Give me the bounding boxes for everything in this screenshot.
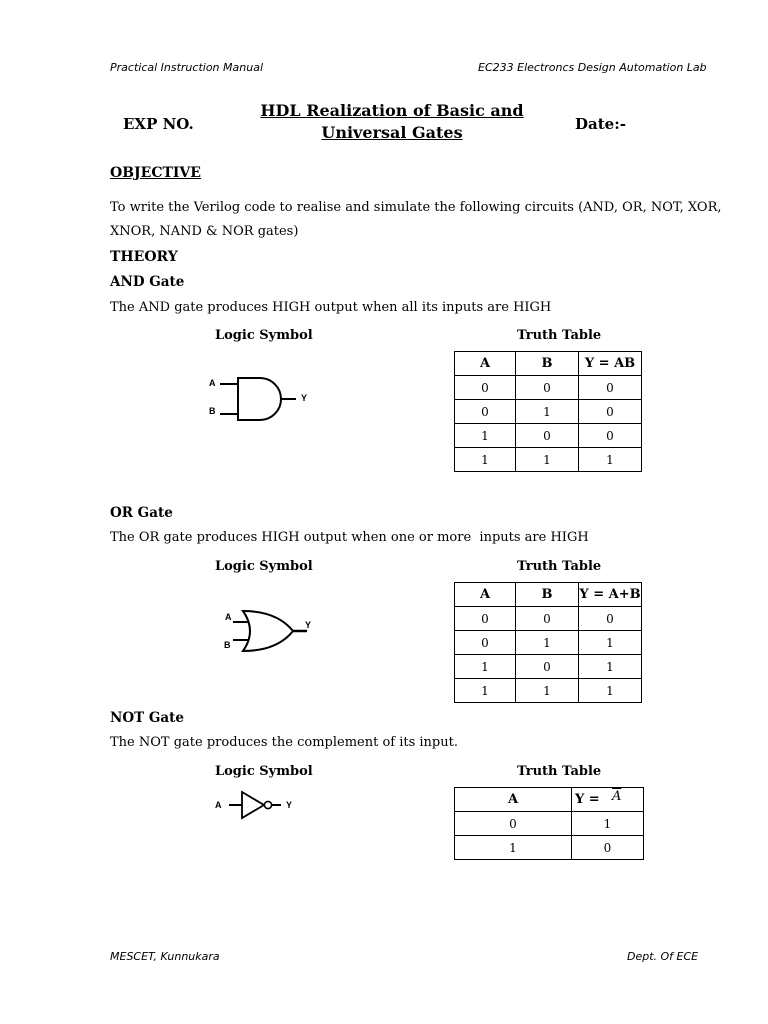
or-gate-description: The OR gate produces HIGH output when one or more inputs are HIGH bbox=[110, 530, 589, 545]
column-header: B bbox=[516, 352, 579, 376]
column-header: Y = A+B bbox=[579, 583, 642, 607]
title-line-2: Universal Gates bbox=[321, 123, 463, 142]
table-row bbox=[455, 655, 642, 679]
footer-left: MESCET, Kunnukara bbox=[110, 950, 220, 963]
and-input-a-label: A bbox=[209, 378, 216, 388]
or-gate-heading: OR Gate bbox=[110, 505, 173, 521]
table-cell: 0 bbox=[572, 836, 644, 860]
table-cell: 0 bbox=[455, 607, 516, 631]
and-output-label: Y bbox=[301, 393, 308, 403]
y-equals-label: Y = bbox=[575, 792, 600, 807]
header-left: Practical Instruction Manual bbox=[110, 61, 263, 74]
table-cell: 1 bbox=[516, 631, 579, 655]
and-truth-table bbox=[454, 351, 642, 472]
column-header: Y = AB bbox=[579, 352, 642, 376]
or-logic-symbol-label: Logic Symbol bbox=[215, 559, 313, 574]
table-cell: 0 bbox=[516, 424, 579, 448]
table-cell: 1 bbox=[572, 812, 644, 836]
date-label: Date:- bbox=[575, 115, 626, 133]
table-cell: 0 bbox=[455, 812, 572, 836]
table-row bbox=[455, 424, 642, 448]
or-truth-table-label: Truth Table bbox=[517, 559, 602, 574]
column-header-y bbox=[572, 788, 644, 812]
title-line-1: HDL Realization of Basic and bbox=[260, 101, 524, 120]
and-truth-table-label: Truth Table bbox=[517, 328, 602, 343]
table-cell: 0 bbox=[579, 607, 642, 631]
table-cell: 1 bbox=[455, 448, 516, 472]
or-input-a-label: A bbox=[225, 612, 232, 622]
and-gate-description: The AND gate produces HIGH output when all its inputs are HIGH bbox=[110, 300, 552, 315]
and-input-b-label: B bbox=[209, 406, 216, 416]
or-truth-table bbox=[454, 582, 642, 703]
column-header: A bbox=[455, 352, 516, 376]
or-input-b-label: B bbox=[224, 640, 231, 650]
table-row bbox=[455, 679, 642, 703]
not-input-a-label: A bbox=[215, 800, 222, 810]
table-row bbox=[455, 448, 642, 472]
table-cell: 0 bbox=[455, 400, 516, 424]
table-cell: 1 bbox=[516, 448, 579, 472]
table-cell: 0 bbox=[455, 376, 516, 400]
table-cell: 1 bbox=[455, 836, 572, 860]
table-row bbox=[455, 836, 644, 860]
table-row bbox=[455, 607, 642, 631]
theory-heading: THEORY bbox=[110, 249, 178, 265]
not-gate-heading: NOT Gate bbox=[110, 710, 184, 726]
table-cell: 1 bbox=[579, 655, 642, 679]
footer-right: Dept. Of ECE bbox=[627, 950, 699, 963]
table-cell: 1 bbox=[455, 679, 516, 703]
table-cell: 0 bbox=[516, 655, 579, 679]
not-logic-symbol-label: Logic Symbol bbox=[215, 764, 313, 779]
exp-no-label: EXP NO. bbox=[123, 115, 194, 133]
table-cell: 0 bbox=[455, 631, 516, 655]
table-row bbox=[455, 812, 644, 836]
table-cell: 1 bbox=[455, 655, 516, 679]
table-row bbox=[455, 376, 642, 400]
not-truth-table-label: Truth Table bbox=[517, 764, 602, 779]
table-header-row bbox=[455, 352, 642, 376]
not-output-label: Y bbox=[286, 800, 293, 810]
table-cell: 0 bbox=[579, 400, 642, 424]
table-row bbox=[455, 400, 642, 424]
column-header: A bbox=[455, 583, 516, 607]
a-bar-label: $\overline{A}$ bbox=[612, 789, 622, 804]
table-cell: 0 bbox=[579, 376, 642, 400]
table-cell: 0 bbox=[579, 424, 642, 448]
objective-line-1: To write the Verilog code to realise and simulate the following circuits (AND, OR, NOT, XOR, bbox=[110, 200, 722, 215]
header-right: EC233 Electroncs Design Automation Lab bbox=[478, 61, 707, 74]
table-cell: 0 bbox=[516, 607, 579, 631]
not-gate-description: The NOT gate produces the complement of its input. bbox=[110, 735, 458, 750]
table-cell: 1 bbox=[579, 448, 642, 472]
table-header-row bbox=[455, 788, 644, 812]
table-cell: 1 bbox=[516, 400, 579, 424]
or-output-label: Y bbox=[305, 620, 312, 630]
table-cell: 1 bbox=[579, 631, 642, 655]
column-header: B bbox=[516, 583, 579, 607]
table-header-row bbox=[455, 583, 642, 607]
table-row bbox=[455, 631, 642, 655]
objective-heading: OBJECTIVE bbox=[110, 165, 201, 181]
table-cell: 1 bbox=[455, 424, 516, 448]
table-cell: 1 bbox=[516, 679, 579, 703]
objective-line-2: XNOR, NAND & NOR gates) bbox=[110, 224, 299, 239]
page-title bbox=[232, 100, 552, 144]
table-cell: 1 bbox=[579, 679, 642, 703]
and-gate-heading: AND Gate bbox=[110, 274, 185, 290]
not-truth-table bbox=[454, 787, 644, 860]
and-logic-symbol-label: Logic Symbol bbox=[215, 328, 313, 343]
table-cell: 0 bbox=[516, 376, 579, 400]
column-header: A bbox=[455, 788, 572, 812]
